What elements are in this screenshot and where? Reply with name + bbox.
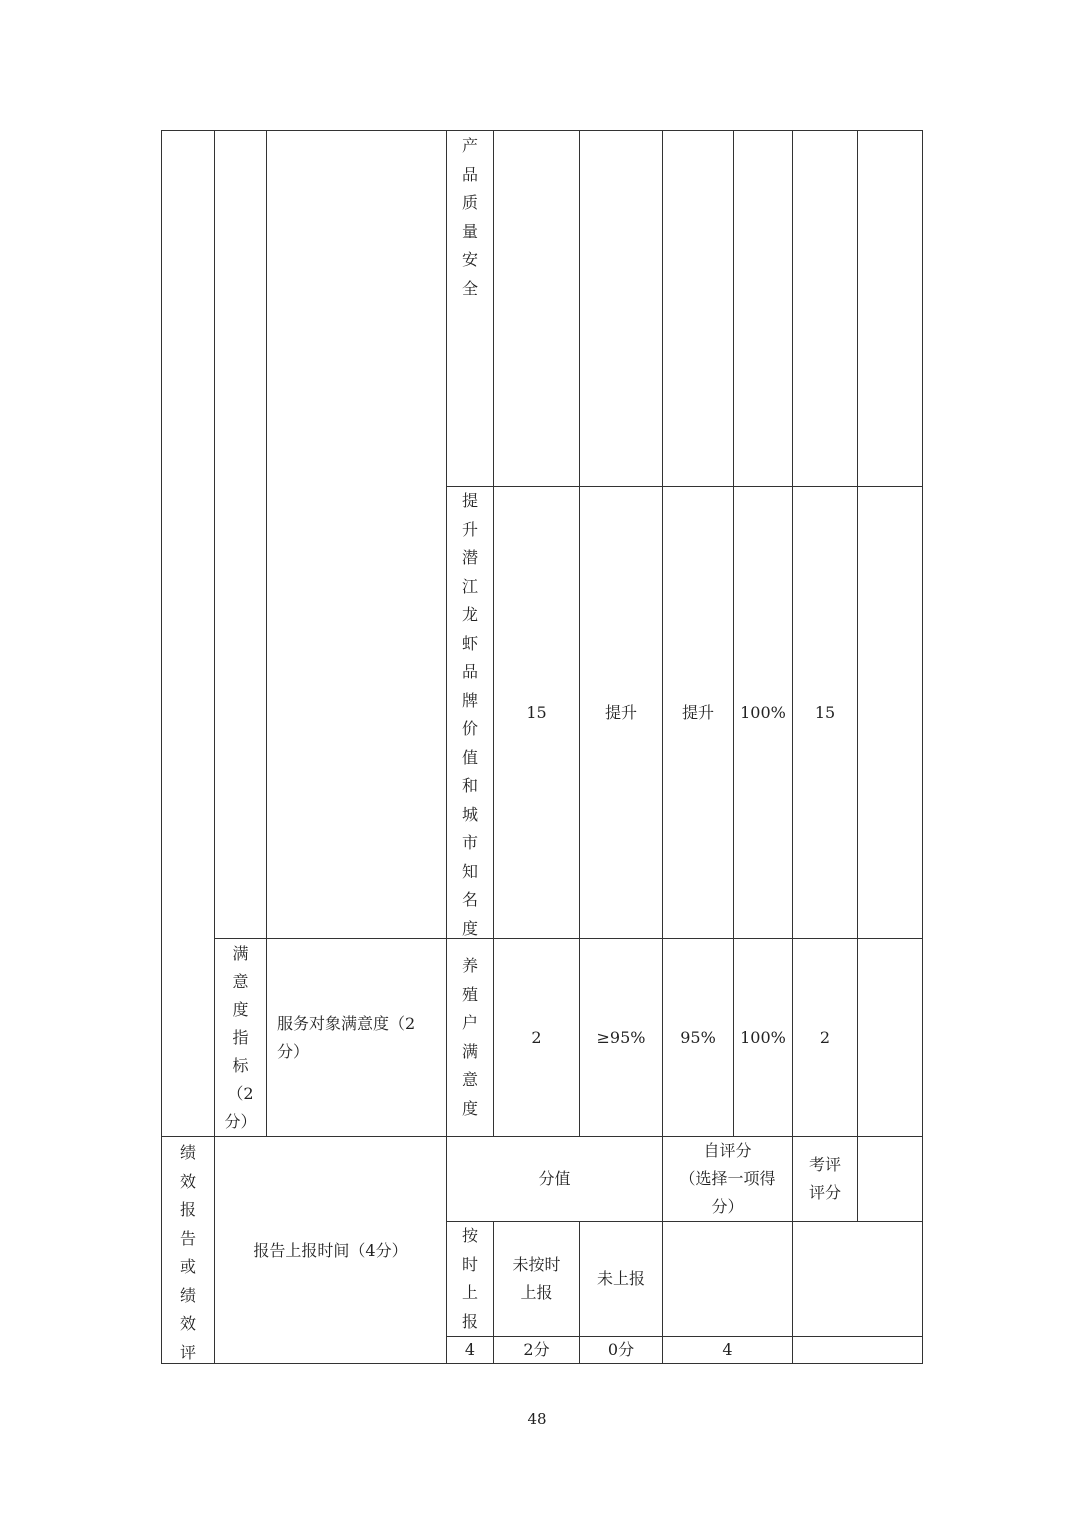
brand-target: 提升 [604,702,637,722]
satisfaction-target: ≥95% [596,1027,646,1047]
self-score-value: 4 [722,1340,733,1359]
no-report-points: 0分 [607,1340,635,1359]
satisfaction-actual: 95% [680,1027,716,1047]
brand-rate: 100% [740,702,786,722]
section-performance-report: 绩 效 报 告 或 绩 效 评 [179,1143,196,1362]
late-report: 未按时 上报 [512,1255,561,1302]
indicator-brand-value: 提 升 潜 江 龙 虾 品 牌 价 值 和 城 市 知 名 度 [461,491,478,938]
subcategory-service-satisfaction: 服务对象满意度（2 分） [277,1013,416,1061]
satisfaction-rate: 100% [740,1027,786,1047]
self-score-header: 自评分 （选择一项得 分） [679,1141,776,1216]
no-report: 未上报 [596,1269,645,1288]
review-score-header: 考评 评分 [808,1155,841,1202]
on-time-points: 4 [464,1340,476,1359]
satisfaction-got-score: 2 [819,1027,831,1047]
brand-score: 15 [526,702,547,722]
brand-actual: 提升 [681,702,714,722]
on-time-report: 按 时 上 报 [461,1226,478,1331]
late-points: 2分 [523,1340,550,1359]
value-header: 分值 [538,1169,571,1188]
page-number: 48 [527,1410,547,1428]
brand-got-score: 15 [814,702,836,722]
report-time-item: 报告上报时间（4分） [253,1241,408,1260]
indicator-farmer-satisfaction: 养 殖 户 满 意 度 [461,956,478,1118]
category-satisfaction: 满 意 度 指 标 （2 分） [224,944,257,1131]
satisfaction-score: 2 [531,1027,542,1047]
indicator-product-quality: 产 品 质 量 安 全 [461,136,478,298]
